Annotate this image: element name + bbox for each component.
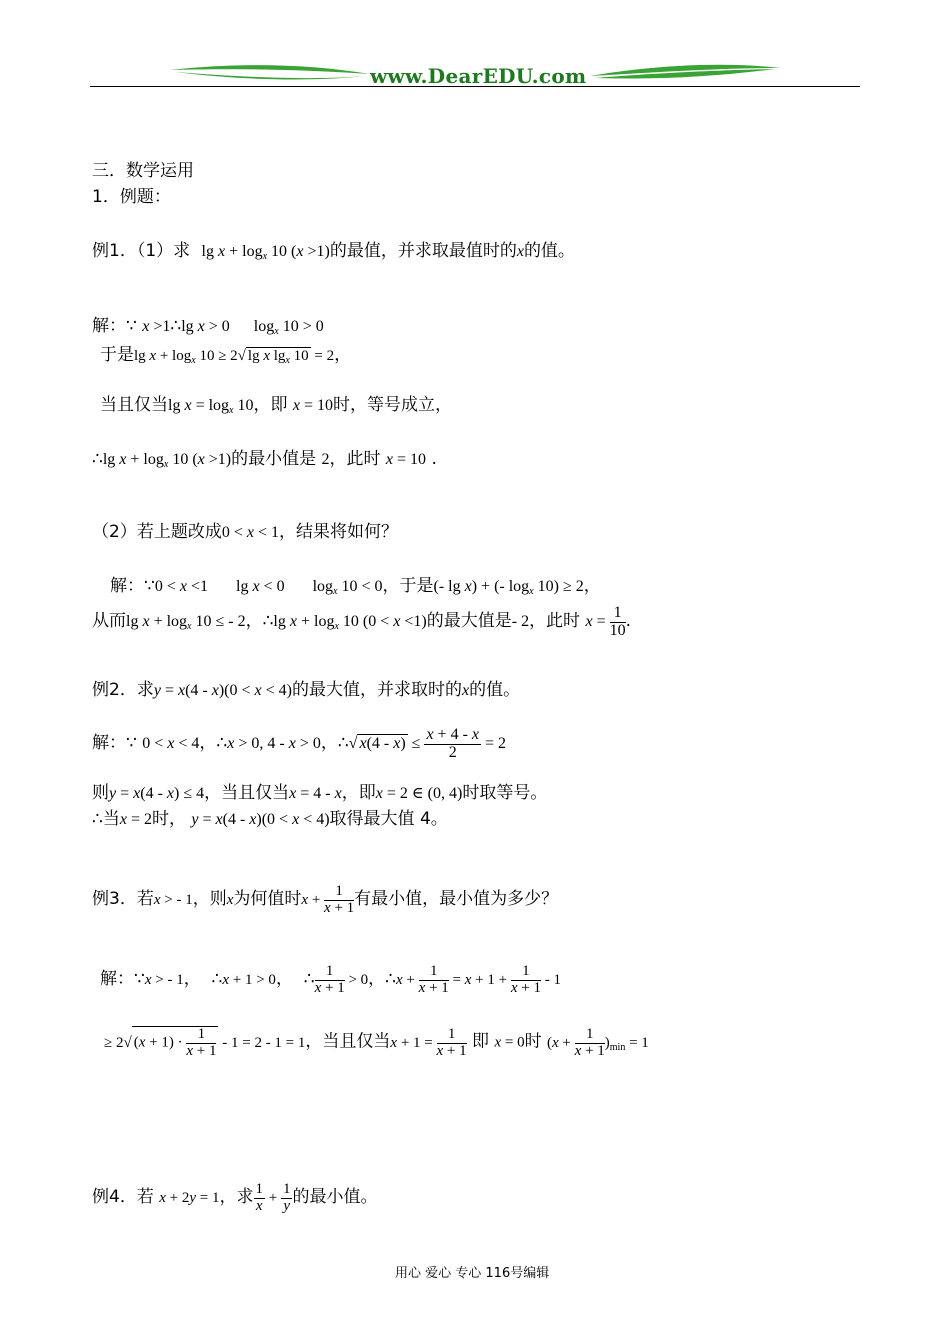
ex2-solution-line2: 则y = x(4 - x) ≤ 4，当且仅当x = 4 - x，即x = 2 ∈ (0, 4)时取等号。 xyxy=(92,783,548,803)
ex1-solution-line2: 于是$\lg x + \log_x 10 \ge 2√$ lg x $\lg_x 10 = 2$， xyxy=(100,345,352,366)
ex3-question: 例3．若x > - 1，则x为何值时x + $\frac{1}{x + 1}$ 有最小值，最小值为多少？ xyxy=(92,883,559,917)
site-logo-text[interactable]: www.DearEDU.com xyxy=(370,64,587,88)
ex1-solution-line3: 当且仅当$\lg x = \log_x 10$，即 x = 10时，等号成立， xyxy=(100,395,453,416)
ex4-question: 例4．若 x + 2y = 1，求 $\frac{1}{x}$ + $\frac{1}{y}$ 的最小值。 xyxy=(92,1181,378,1215)
ex3-solution-line2: ≥ 2√ (x + 1) · $\frac{1}{x + 1}$ - 1 = 2 - 1 = 1，当且仅当x + 1 = $\frac{1}{x + 1}$ 即 x = 0时 (x + $\frac{1}{x + 1}$ )$_{min} = 1$ xyxy=(104,1026,649,1059)
ex2-question: 例2．求y = x(4 - x)(0 < x < 4)的最大值，并求取时的x的值。 xyxy=(92,680,521,700)
ex1-question: 例1．（1）求 $\lg x + \log_x 10$ (x >1)的最值，并求取最值时的x的值。 xyxy=(92,241,575,262)
ex1-part2-sol-line1: 解：∵0 < x <1 lg x < 0 $\log_x 10 < 0$，于是(- lg x) + (- $\log_x 10) \ge 2$， xyxy=(110,576,601,597)
ex1-part2: （2）若上题改成0 < x < 1，结果将如何？ xyxy=(92,522,398,542)
ex1-part2-sol-line2: 从而$\lg x + \log_x 10$ ≤ - 2，∴lg $x + \log_x 10$ (0 < x <1)的最大值是- 2，此时 x = $\frac{1}{10}$ . xyxy=(92,604,632,639)
ex1-solution-line1: 解：∵ x >1∴lg x > 0 $\log_x 10 > 0$ xyxy=(92,316,324,337)
page-footer: 用心 爱心 专心 116号编辑 xyxy=(395,1266,550,1281)
ex1-solution-line4: ∴lg $x + \log_x 10$ (x >1)的最小值是 2，此时 x = 10 . xyxy=(92,449,437,470)
ex2-solution-line3: ∴当x = 2时， y = x(4 - x)(0 < x < 4)取得最大值 4。 xyxy=(92,809,448,829)
subsection-heading: 1．例题： xyxy=(92,187,171,207)
left-swoosh-icon xyxy=(170,65,370,74)
section-heading: 三．数学运用 xyxy=(92,161,194,181)
ex3-solution-line1: 解：∵x > - 1， ∴x + 1 > 0， ∴ $\frac{1}{x + 1}$ > 0，∴x + $\frac{1}{x + 1}$ = x + 1 + $\frac{1}{x + 1}$ - 1 xyxy=(100,963,561,997)
header-rule xyxy=(90,86,860,87)
ex2-solution-line1: 解：∵ 0 < x < 4，∴x > 0, 4 - x > 0，∴√ x(4 - x) ≤ $\frac{x + 4 - x}{2}$ = 2 xyxy=(92,726,507,761)
